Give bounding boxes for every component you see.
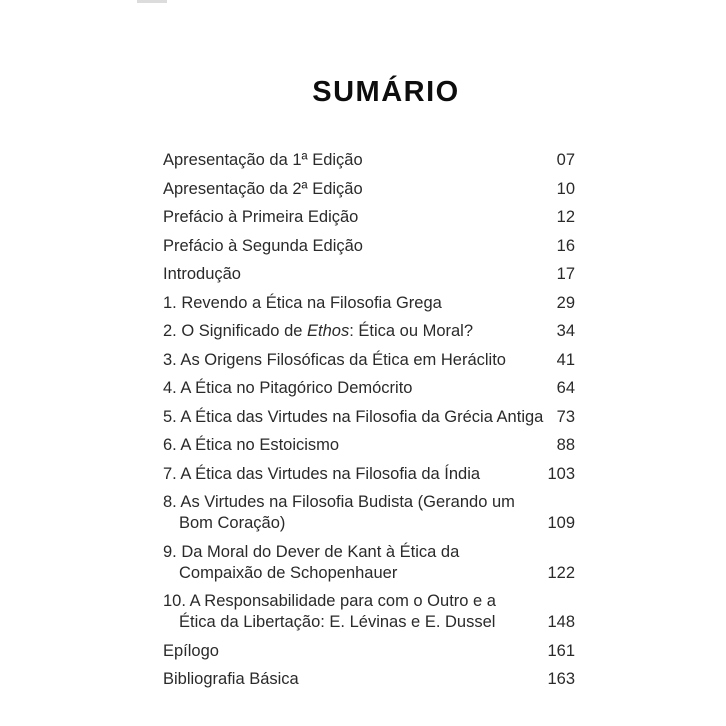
toc-entry-line-continuation: Ética da Libertação: E. Lévinas e E. Dussel	[179, 613, 496, 631]
toc-entry	[163, 264, 575, 285]
toc-entry-label	[163, 321, 547, 342]
toc-entry	[163, 378, 575, 399]
toc-entry-label	[163, 641, 537, 662]
toc-entry-page-number: 103	[547, 464, 575, 483]
toc-entry	[163, 435, 575, 456]
toc-entry	[163, 350, 575, 371]
toc-entry-label	[163, 435, 547, 456]
toc-entry-page-number: 10	[556, 179, 575, 198]
toc-entry-line: 10. A Responsabilidade para com o Outro e a	[163, 592, 496, 610]
toc-entry-label	[163, 492, 537, 534]
toc-entry-page-number: 64	[556, 379, 575, 397]
toc-entry-line: 3. As Origens Filosóficas da Ética em Heráclito	[163, 350, 506, 369]
toc-entry-line: 2. O Significado de Ethos: Ética ou Moral?	[163, 322, 474, 340]
toc-entry-line: Apresentação da 1ª Edição	[163, 151, 363, 169]
toc-list	[163, 150, 575, 690]
toc-entry	[163, 207, 575, 228]
toc-entry-line-continuation: Bom Coração)	[179, 514, 286, 532]
toc-entry-line: 5. A Ética das Virtudes na Filosofia da Grécia Antiga	[163, 407, 544, 426]
toc-entry-page-number: 41	[556, 350, 575, 369]
toc-entry	[163, 591, 575, 633]
page-title: SUMÁRIO	[312, 76, 460, 108]
toc-entry-line: 6. A Ética no Estoicismo	[163, 436, 340, 454]
toc-entry-label	[163, 591, 537, 633]
toc-entry-label	[163, 179, 547, 200]
toc-entry-label	[163, 378, 547, 399]
toc-entry-line: 7. A Ética das Virtudes na Filosofia da Índia	[163, 464, 481, 483]
toc-entry-page-number: 148	[547, 613, 575, 631]
toc-entry-line: 4. A Ética no Pitagórico Demócrito	[163, 379, 413, 397]
toc-entry-label	[163, 293, 547, 314]
toc-entry-page-number: 29	[556, 293, 575, 312]
toc-entry-label	[163, 407, 547, 428]
toc-entry-line: Prefácio à Segunda Edição	[163, 236, 363, 255]
toc-entry-page-number: 109	[547, 514, 575, 532]
toc-entry	[163, 321, 575, 342]
toc-entry-page-number: 16	[556, 236, 575, 255]
toc-entry	[163, 542, 575, 584]
toc-entry-line: 8. As Virtudes na Filosofia Budista (Gerando um	[163, 493, 515, 511]
toc-entry-label	[163, 542, 537, 584]
toc-entry-label	[163, 464, 537, 485]
toc-entry-page-number: 122	[547, 563, 575, 582]
toc-entry	[163, 407, 575, 428]
toc-entry	[163, 293, 575, 314]
toc-entry-label	[163, 669, 537, 690]
toc-entry-line: Introdução	[163, 265, 241, 283]
toc-entry-page-number: 163	[547, 670, 575, 688]
summary-content	[163, 0, 575, 698]
toc-entry-label	[163, 264, 547, 285]
toc-entry-line: 1. Revendo a Ética na Filosofia Grega	[163, 293, 442, 312]
toc-entry-page-number: 17	[556, 265, 575, 283]
toc-entry-line-continuation: Compaixão de Schopenhauer	[179, 563, 398, 582]
toc-entry-page-number: 07	[556, 151, 575, 169]
toc-entry-label	[163, 236, 547, 257]
toc-entry-line: Prefácio à Primeira Edição	[163, 208, 359, 226]
toc-entry-line: 9. Da Moral do Dever de Kant à Ética da	[163, 542, 460, 561]
toc-entry	[163, 641, 575, 662]
toc-entry-label	[163, 150, 547, 171]
toc-entry	[163, 464, 575, 485]
toc-entry-page-number: 88	[556, 436, 575, 454]
toc-entry	[163, 150, 575, 171]
toc-entry-page-number: 34	[556, 322, 575, 340]
toc-entry-label	[163, 350, 547, 371]
toc-entry-page-number: 12	[556, 208, 575, 226]
toc-entry-line: Bibliografia Básica	[163, 670, 299, 688]
toc-entry	[163, 492, 575, 534]
toc-entry-line: Apresentação da 2ª Edição	[163, 179, 363, 198]
toc-entry-page-number: 73	[556, 407, 575, 426]
toc-entry	[163, 179, 575, 200]
toc-entry-page-number: 161	[547, 641, 575, 660]
toc-entry	[163, 236, 575, 257]
toc-entry-line: Epílogo	[163, 641, 219, 660]
toc-entry	[163, 669, 575, 690]
toc-entry-label	[163, 207, 547, 228]
